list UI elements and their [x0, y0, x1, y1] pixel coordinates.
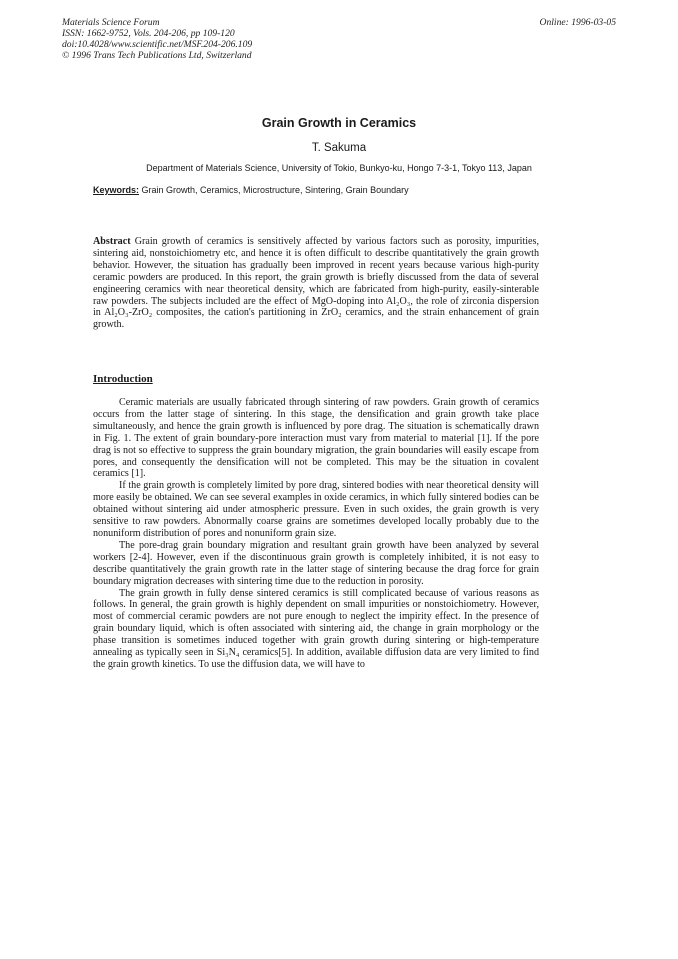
keywords-text: Grain Growth, Ceramics, Microstructure, Sintering, Grain Boundary: [139, 185, 409, 195]
journal-name: Materials Science Forum: [62, 17, 160, 28]
body-paragraph: The pore-drag grain boundary migration and resultant grain growth have been analyzed by several workers [2-4]. However, even if the discontinuous grain growth is completely inhibited, it is not easy to describe quantitatively the grain growth rate in the latter stage of sintering because the drag force for grain boundary migration decreases with sintering time due to the reduction in porosity.: [93, 539, 539, 587]
body-paragraph: If the grain growth is completely limited by pore drag, sintered bodies with near theoretical density will more easily be obtained. We can see several examples in oxide ceramics, in which fully sintered bodies can be obtained without sintering aid under atmospheric pressure. Even in such oxides, the grain growth is very sensitive to raw powders. Abnormally coarse grains are sometimes developed locally probably due to the nonuniform distribution of pores and nonuniform grain size.: [93, 480, 539, 539]
author-name: T. Sakuma: [311, 142, 367, 154]
abstract-section: [93, 236, 539, 331]
introduction-heading: Introduction: [93, 373, 153, 385]
body-paragraph: Ceramic materials are usually fabricated through sintering of raw powders. Grain growth of ceramics occurs from the latter stage of sintering. In this stage, the densification and grain growth take place simultaneously, and hence the grain growth is influenced by pore drag. The situation is schematically drawn in Fig. 1. The extent of grain boundary-pore interaction must vary from material to material [1]. If the pore drag is not so effective to suppress the grain boundary migration, the grain boundaries will easily escape from pores, and consequently the densification will not be completed. This may be the situation in covalent ceramics [1].: [93, 397, 539, 480]
abstract-label: Abstract: [93, 236, 131, 247]
online-date: Online: 1996-03-05: [539, 17, 616, 28]
journal-header: [62, 17, 252, 61]
keywords-line: [93, 185, 409, 195]
copyright-line: © 1996 Trans Tech Publications Ltd, Switzerland: [62, 50, 252, 61]
author-affiliation: Department of Materials Science, University of Tokio, Bunkyo-ku, Hongo 7-3-1, Tokyo 113, Japan: [146, 163, 532, 173]
introduction-body: [93, 397, 539, 671]
doi-line[interactable]: doi:10.4028/www.scientific.net/MSF.204-206.109: [62, 39, 253, 50]
issn-line: ISSN: 1662-9752, Vols. 204-206, pp 109-120: [62, 28, 235, 39]
keywords-label: Keywords:: [93, 185, 140, 195]
abstract-text: Grain growth of ceramics is sensitively affected by various factors such as porosity, impurities, sintering aid, nonstoichiometry etc, and hence it is often difficult to describe quantitatively the grain growth behavior. However, the situation has gradually been improved in recent years because various high-purity ceramic powders are produced. In this report, the grain growth is briefly discussed from the data of several engineering ceramics with near theoretical density, which are fabricated from high-purity, easily-sinterable raw powders. The subjects included are the effect of MgO-doping into Al₂O₃, the role of zirconia dispersion in Al₂O₃-ZrO₂ composites, the cation's partitioning in ZrO₂ ceramics, and the strain enhancement of grain growth.: [93, 236, 539, 331]
body-paragraph: The grain growth in fully dense sintered ceramics is still complicated because of various reasons as follows. In general, the grain growth is highly dependent on small impurities or nonstoichiometry. However, most of commercial ceramic powders are not pure enough to neglect the impirity effect. In the presence of grain boundary liquid, which is often associated with sintering aid, the change in grain morphology or the phase transition is sometimes induced together with grain growth during sintering or high-temperature annealing as typically seen in Si₃N₄ ceramics[5]. In addition, available diffusion data are very limited to find the grain growth kinetics. To use the diffusion data, we will have to: [93, 587, 539, 670]
paper-title: Grain Growth in Ceramics: [261, 116, 417, 130]
